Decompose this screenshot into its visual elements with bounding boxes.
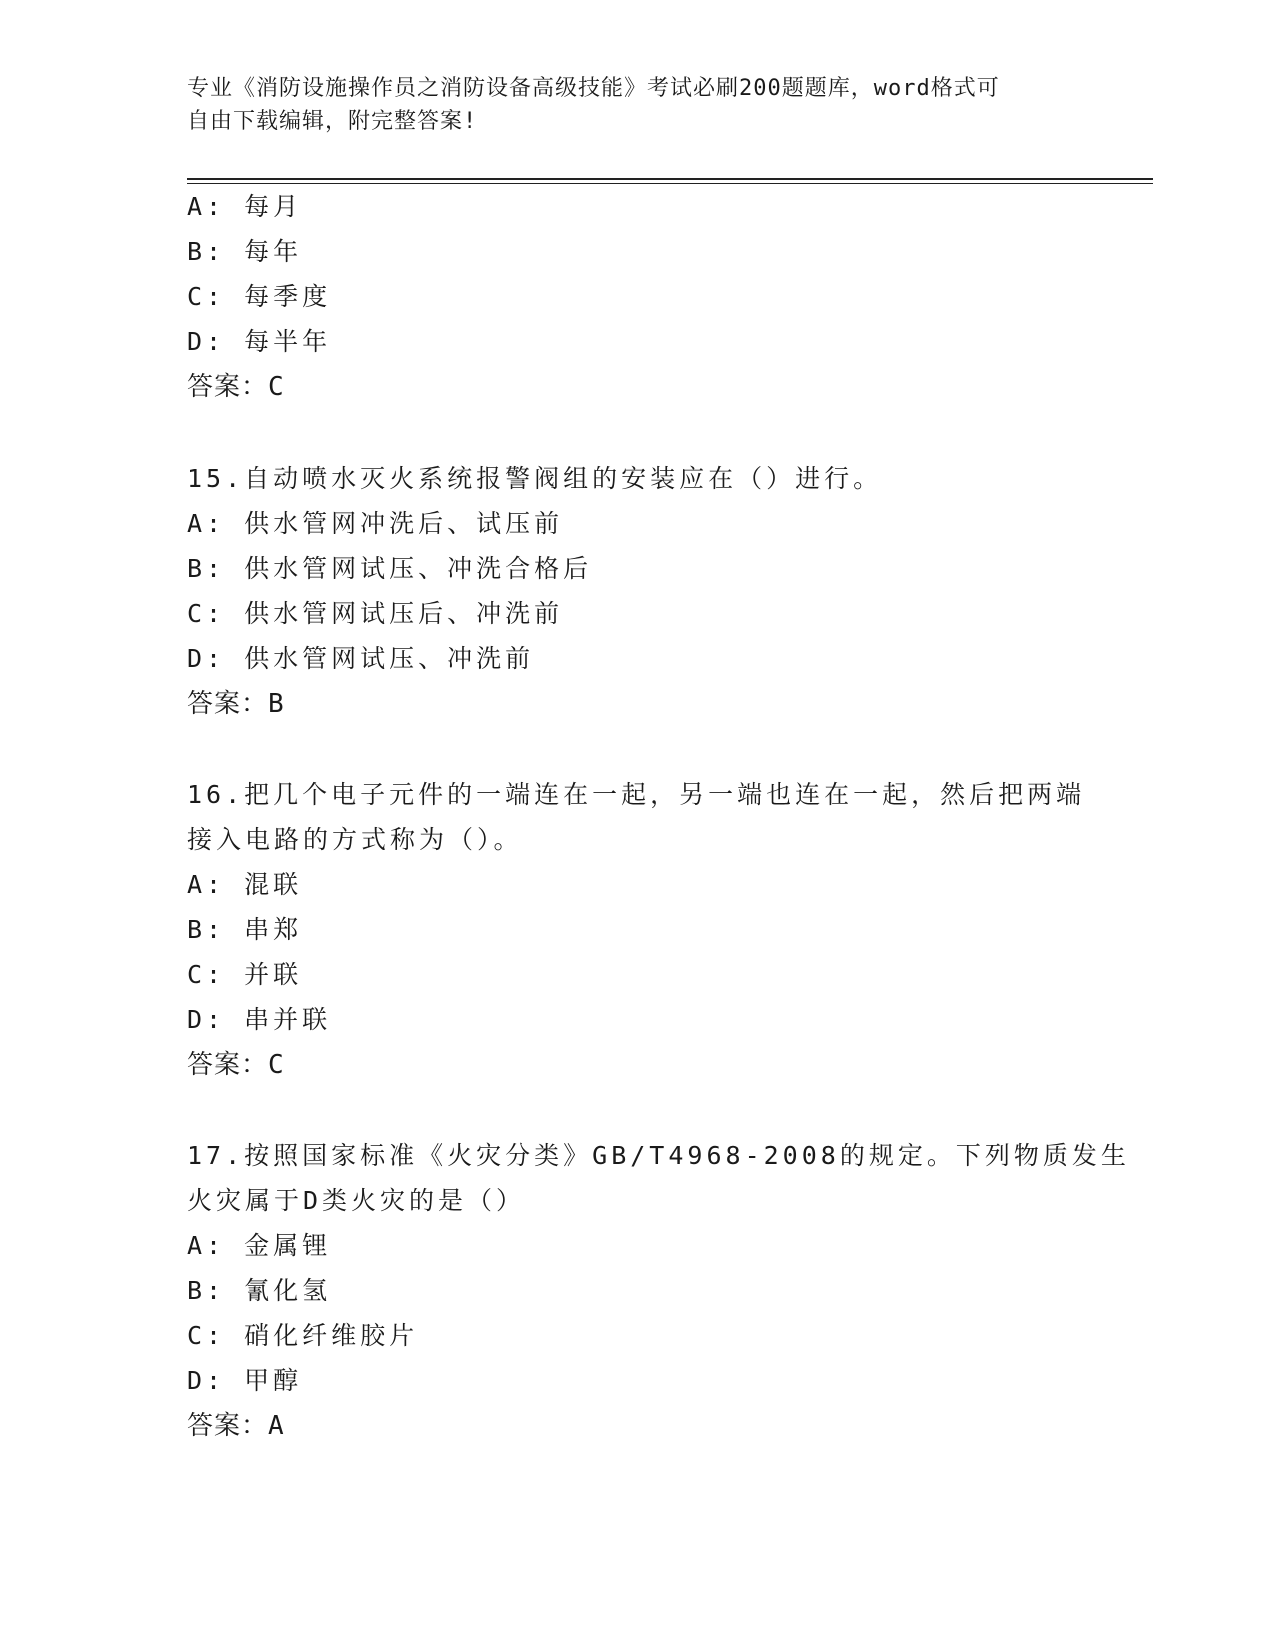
q15-answer-label: 答案： <box>187 689 269 719</box>
q14-option-b: B: 每年 <box>187 237 303 266</box>
q16-answer <box>187 1050 285 1080</box>
q14-answer <box>187 372 285 402</box>
q16-answer-label: 答案： <box>187 1050 269 1080</box>
q14-option-a: A: 每月 <box>187 192 303 221</box>
q17-answer <box>187 1411 285 1441</box>
q17-option-c: C: 硝化纤维胶片 <box>187 1321 419 1350</box>
q17-answer-value: A <box>268 1411 285 1441</box>
header-line-2: 自由下载编辑，附完整答案! <box>187 109 478 134</box>
q16-option-b: B: 串郑 <box>187 915 303 944</box>
q16-option-c: C: 并联 <box>187 960 303 989</box>
q16-stem-line-1: 16.把几个电子元件的一端连在一起，另一端也连在一起，然后把两端 <box>187 780 1086 809</box>
header-rule-thick <box>187 178 1153 180</box>
q15-answer <box>187 689 285 719</box>
q15-option-b: B: 供水管网试压、冲洗合格后 <box>187 554 593 583</box>
header-line-1: 专业《消防设施操作员之消防设备高级技能》考试必刷200题题库，word格式可 <box>187 76 1000 101</box>
q15-option-d: D: 供水管网试压、冲洗前 <box>187 644 535 673</box>
q16-option-d: D: 串并联 <box>187 1005 332 1034</box>
q17-stem-line-2: 火灾属于D类火灾的是（） <box>187 1186 526 1215</box>
q14-answer-label: 答案： <box>187 372 269 402</box>
q14-option-d: D: 每半年 <box>187 327 332 356</box>
q17-stem-line-1: 17.按照国家标准《火灾分类》GB/T4968-2008的规定。下列物质发生 <box>187 1141 1130 1170</box>
q15-stem: 15.自动喷水灭火系统报警阀组的安装应在（）进行。 <box>187 464 883 493</box>
q16-answer-value: C <box>268 1050 285 1080</box>
q17-option-b: B: 氰化氢 <box>187 1276 332 1305</box>
q16-stem-line-2: 接入电路的方式称为（）。 <box>187 825 523 854</box>
q17-answer-label: 答案： <box>187 1411 269 1441</box>
q15-option-a: A: 供水管网冲洗后、试压前 <box>187 509 564 538</box>
q14-option-c: C: 每季度 <box>187 282 332 311</box>
q14-answer-value: C <box>268 372 285 402</box>
q16-option-a: A: 混联 <box>187 870 303 899</box>
q15-answer-value: B <box>268 689 285 719</box>
q17-option-d: D: 甲醇 <box>187 1366 303 1395</box>
q17-option-a: A: 金属锂 <box>187 1231 332 1260</box>
document-header <box>187 72 1087 138</box>
q15-option-c: C: 供水管网试压后、冲洗前 <box>187 599 564 628</box>
header-rule-thin <box>187 183 1153 184</box>
